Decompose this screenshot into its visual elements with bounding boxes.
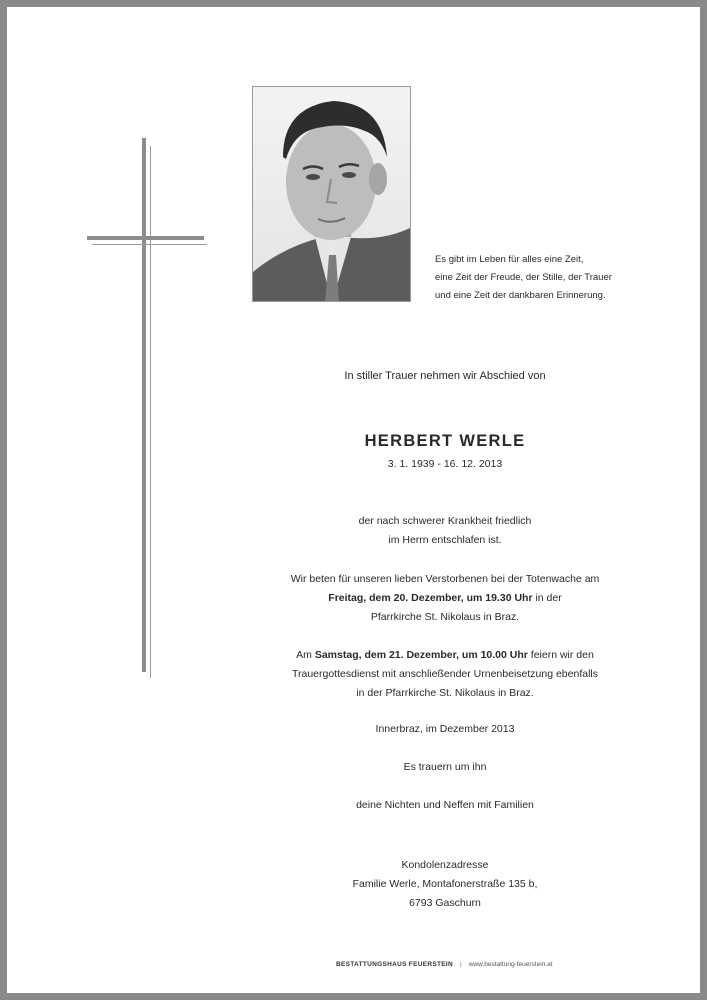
mourners-list: deine Nichten und Neffen mit Familien: [356, 799, 534, 811]
quote-line: Es gibt im Leben für alles eine Zeit,: [435, 254, 584, 265]
funeral-line: in der Pfarrkirche St. Nikolaus in Braz.: [356, 687, 534, 699]
footer-url[interactable]: www.bestattung-feuerstein.at: [468, 961, 553, 968]
funeral-paragraph: [200, 646, 690, 703]
life-dates: 3. 1. 1939 - 16. 12. 2013: [387, 458, 503, 470]
funeral-line: [200, 646, 690, 665]
vigil-datetime: Freitag, dem 20. Dezember, um 19.30 Uhr: [328, 592, 533, 604]
portrait-photo: [252, 86, 411, 302]
memorial-quote: [435, 251, 665, 305]
vigil-line: [200, 589, 690, 608]
footer-brand: BESTATTUNGSHAUS FEUERSTEIN: [336, 961, 453, 968]
funeral-datetime: Samstag, dem 21. Dezember, um 10.00 Uhr: [314, 649, 528, 661]
condolence-address: [200, 856, 690, 913]
vigil-rest: in der: [532, 592, 562, 604]
condolence-line: Familie Werle, Montafonerstraße 135 b,: [352, 878, 538, 890]
condolence-title: Kondolenzadresse: [401, 859, 489, 871]
quote-line: eine Zeit der Freude, der Stille, der Trauer: [435, 272, 612, 283]
vigil-paragraph: [200, 570, 690, 627]
vigil-line: Pfarrkirche St. Nikolaus in Braz.: [370, 611, 520, 623]
intro-text: In stiller Trauer nehmen wir Abschied von: [344, 370, 546, 382]
funeral-line: Trauergottesdienst mit anschließender Urnenbeisetzung ebenfalls: [291, 668, 599, 680]
footer-separator: |: [459, 961, 462, 968]
passing-line: im Herrn entschlafen ist.: [388, 534, 502, 546]
funeral-pre: Am: [296, 649, 315, 661]
condolence-line: 6793 Gaschurn: [409, 897, 481, 909]
deceased-name: HERBERT WERLE: [364, 432, 526, 450]
passing-paragraph: [200, 512, 690, 550]
mourners-intro: Es trauern um ihn: [403, 761, 487, 773]
footer: [336, 961, 553, 968]
vigil-line: Wir beten für unseren lieben Verstorbenen bei der Totenwache am: [290, 573, 600, 585]
funeral-post: feiern wir den: [527, 649, 594, 661]
passing-line: der nach schwerer Krankheit friedlich: [358, 515, 532, 527]
quote-line: und eine Zeit der dankbaren Erinnerung.: [435, 290, 606, 301]
place-date: Innerbraz, im Dezember 2013: [375, 723, 515, 735]
